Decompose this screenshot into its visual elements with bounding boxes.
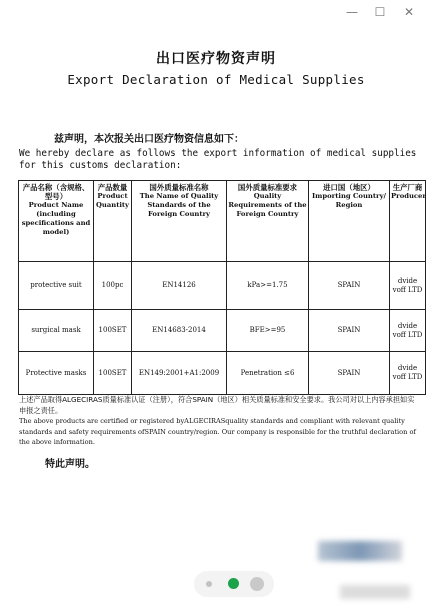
header-producer [390,181,426,262]
header-cn: 生产厂商 [392,183,423,192]
cell-producer: dvide voff LTD [390,310,426,352]
header-en: Product Quantity [95,192,130,209]
header-en: Quality Requirements of the Foreign Country [228,192,307,218]
declaration-footer [19,395,419,448]
table-header-row [19,181,426,262]
header-importing-country [309,181,390,262]
header-cn: 进口国（地区） [323,183,375,192]
cell-quantity: 100SET [94,352,132,395]
cell-requirement: Penetration ≤6 [227,352,309,395]
footer-chinese: 上述产品取得ALGECIRAS质量标准认证（注册），符合SPAIN（地区）相关质量标准和安全要求。我公司对以上内容承担如实申报之责任。 [19,395,415,415]
cell-standard: EN149:2001+A1:2009 [132,352,227,395]
header-cn: 产品名称（含规格、型号） [22,183,90,201]
page-dot[interactable] [250,577,264,591]
closing-statement: 特此声明。 [45,459,95,470]
header-cn: 国外质量标准名称 [149,183,209,192]
cell-product: surgical mask [19,310,94,352]
header-product-name [19,181,94,262]
cell-quantity: 100pc [94,262,132,310]
cell-producer: dvide voff LTD [390,352,426,395]
cell-product: Protective masks [19,352,94,395]
header-en: Producer [391,192,426,200]
header-requirements [227,181,309,262]
intro-chinese: 兹声明，本次报关出口医疗物资信息如下： [54,134,244,145]
table-row [19,262,426,310]
document-title-chinese: 出口医疗物资声明 [156,51,276,67]
intro-english: We hereby declare as follows the export information of medical supplies for this customs declaration: [19,148,417,171]
page-dot[interactable] [206,581,212,587]
declaration-table [18,180,426,395]
cell-standard: EN14683-2014 [132,310,227,352]
close-icon[interactable]: ✕ [403,5,415,19]
window-title-bar [0,0,432,26]
cell-product: protective suit [19,262,94,310]
table-row [19,310,426,352]
cell-country: SPAIN [309,310,390,352]
header-en: Importing Country/ Region [312,192,386,209]
page-indicator [194,571,274,597]
header-en: Product Name (including specifications and model) [21,201,91,236]
page-dot-active[interactable] [228,578,239,589]
blurred-overlay [340,585,410,599]
header-cn: 国外质量标准要求 [237,183,298,192]
cell-requirement: kPa>=1.75 [227,262,309,310]
cell-quantity: 100SET [94,310,132,352]
cell-country: SPAIN [309,352,390,395]
minimize-icon[interactable]: — [346,5,358,19]
maximize-icon[interactable]: ☐ [374,5,386,19]
table-row [19,352,426,395]
cell-requirement: BFE>=95 [227,310,309,352]
cell-producer: dvide voff LTD [390,262,426,310]
cell-country: SPAIN [309,262,390,310]
header-cn: 产品数量 [97,183,128,192]
header-standard-name [132,181,227,262]
header-en: The Name of Quality Standards of the Foreign Country [139,192,219,218]
footer-english: The above products are certified or registered byALGECIRASquality standards and compliant with relevant quality standards and safety requirements ofSPAIN country/region. Our company is responsible for the truthful declaration of the above information. [19,417,416,446]
document-title-english: Export Declaration of Medical Supplies [67,72,365,87]
cell-standard: EN14126 [132,262,227,310]
blurred-overlay [318,541,402,561]
header-quantity [94,181,132,262]
